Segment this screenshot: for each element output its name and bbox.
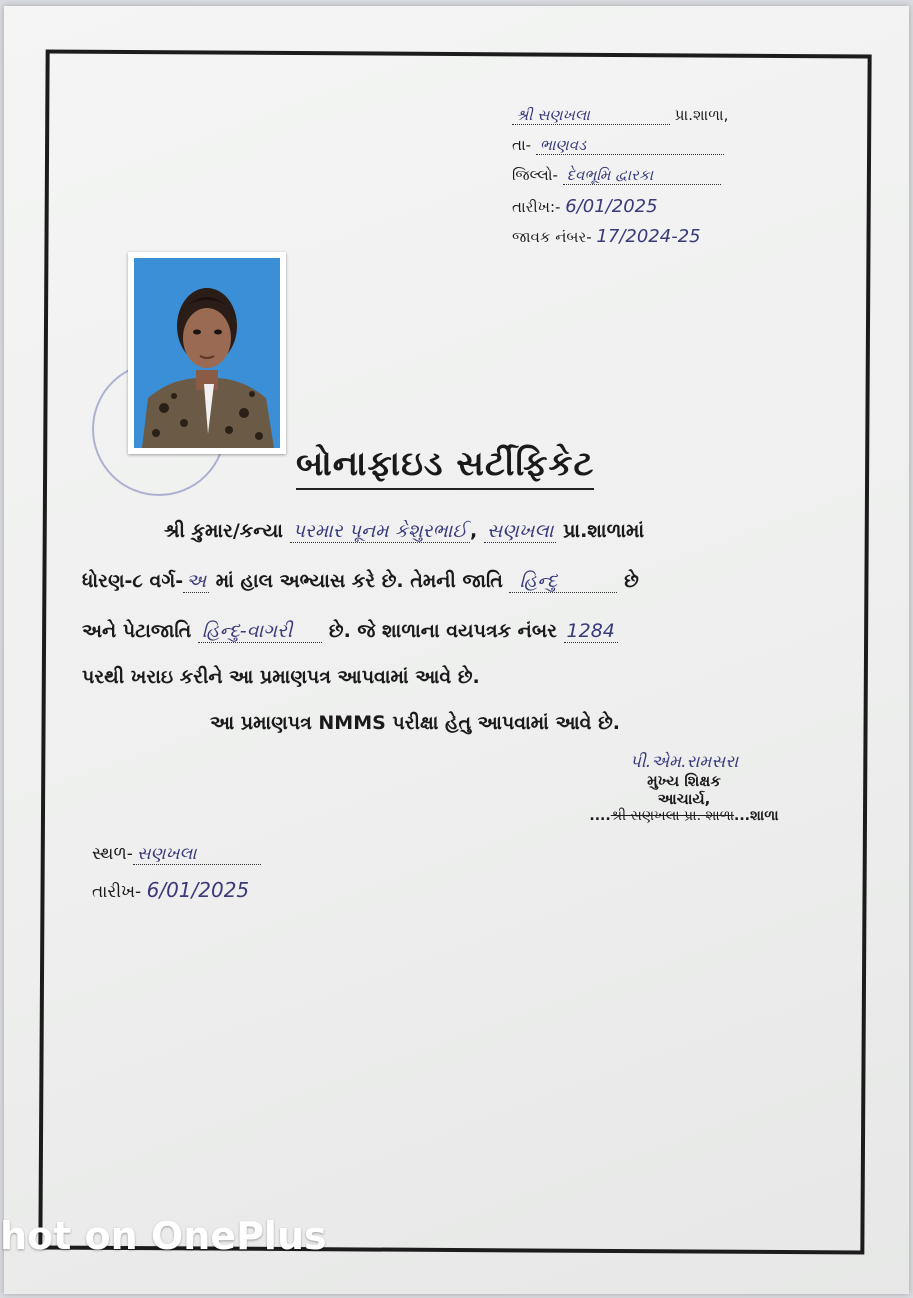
register-number: 1284	[564, 620, 618, 643]
standard-prefix: ધોરણ-૮ વર્ગ-	[82, 570, 184, 592]
camera-watermark: hot on OnePlus	[0, 1214, 327, 1258]
ref-label: જાવક નંબર-	[512, 228, 592, 246]
taluka-value: ભાણવડ	[536, 136, 724, 155]
signature-block	[559, 752, 809, 824]
place-label: સ્થળ-	[92, 844, 133, 864]
date-label: તારીખ:-	[512, 198, 561, 216]
student-portrait	[134, 258, 280, 448]
footer-date-value: 6/01/2025	[146, 878, 250, 902]
study-text: માં હાલ અભ્યાસ કરે છે. તેમની જાતિ	[215, 570, 503, 592]
signature-role2: આચાર્ય,	[657, 790, 711, 808]
district-label: જિલ્લો-	[512, 166, 558, 184]
place-line	[92, 844, 261, 865]
body-line-1: શ્રી કુમાર/કન્યા પરમાર પૂનમ કેશુરભાઈ , સણખલા પ્રા.શાળામાં	[164, 520, 645, 542]
district-line	[512, 166, 812, 196]
line1-suffix: પ્રા.શાળામાં	[563, 520, 645, 542]
footer-date-label: તારીખ-	[92, 882, 142, 902]
division-value: અ	[183, 570, 209, 593]
subcaste-prefix: અને પેટાજાતિ	[82, 620, 192, 642]
taluka-line	[512, 136, 812, 166]
school-suffix: પ્રા.શાળા,	[674, 106, 729, 124]
place-value: સણખલા	[133, 844, 261, 865]
body-line-3	[82, 620, 842, 642]
school-line	[512, 106, 812, 136]
date-value: 6/01/2025	[565, 196, 658, 217]
subcaste-value: હિન્દુ-વાગરી	[198, 620, 322, 643]
signature-name: પી.એમ.રામસરા	[629, 752, 739, 772]
certificate-paper	[4, 6, 909, 1294]
caste-value: હિન્દુ	[509, 570, 617, 593]
student-prefix: શ્રી કુમાર/કન્યા	[164, 520, 283, 542]
line2-suffix: છે	[624, 570, 639, 592]
date-line	[512, 196, 812, 226]
school-name: સણખલા	[484, 520, 557, 543]
ref-line	[512, 226, 812, 256]
signature-school-line: ....શ્રી સણખલા પ્રા. શાળા...શાળા	[589, 808, 779, 824]
district-value: દેવભૂમિ દ્વારકા	[563, 166, 721, 185]
register-text: છે. જે શાળાના વયપત્રક નંબર	[328, 620, 557, 642]
body-line-4: પરથી ખરાઇ કરીને આ પ્રમાણપત્ર આપવામાં આવે છે.	[82, 666, 480, 688]
school-value: શ્રી સણખલા	[512, 106, 670, 125]
taluka-label: તા-	[512, 136, 532, 154]
student-name: પરમાર પૂનમ કેશુરભાઈ	[290, 520, 470, 543]
header-block	[512, 106, 812, 256]
certificate-title: બોનાફાઇડ સર્ટીફિકેટ	[296, 444, 594, 490]
ref-value: 17/2024-25	[596, 226, 701, 247]
body-line-2	[82, 570, 842, 592]
photo-image	[134, 258, 280, 448]
body-line-5: આ પ્રમાણપત્ર NMMS પરીક્ષા હેતુ આપવામાં આવે છે.	[210, 712, 620, 734]
signature-school-suffix: શાળા	[750, 808, 779, 824]
signature-school: શ્રી સણખલા પ્રા. શાળા	[610, 808, 735, 824]
signature-role: મુખ્ય શિક્ષક	[647, 772, 721, 790]
student-photo	[128, 252, 286, 454]
footer-date-line	[92, 878, 249, 902]
